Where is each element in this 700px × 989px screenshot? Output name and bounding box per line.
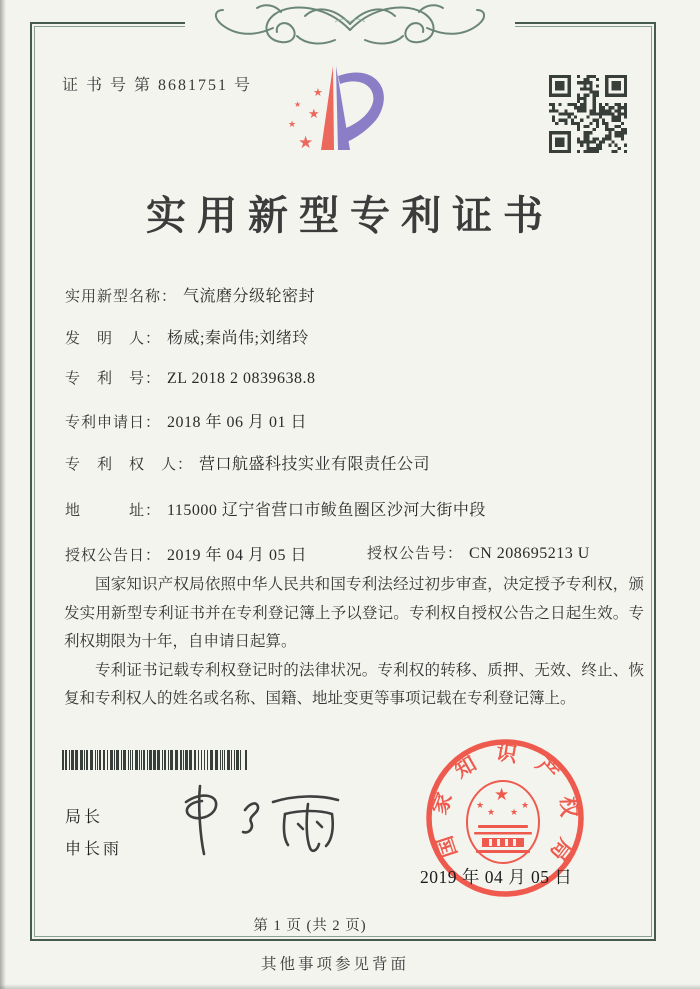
field-value: 营口航盛科技实业有限责任公司 xyxy=(199,456,431,473)
svg-text:★: ★ xyxy=(308,107,320,122)
field-label: 实用新型名称： xyxy=(65,289,178,305)
field-label: 地 址： xyxy=(65,503,162,519)
grant-number xyxy=(367,542,590,563)
field-value: ZL 2018 2 0839638.8 xyxy=(167,370,316,387)
certificate-number: 证 书 号 第 8681751 号 xyxy=(62,77,253,94)
top-ornament-icon xyxy=(185,0,515,50)
legal-paragraph: 专利证书记载专利权登记时的法律状况。专利权的转移、质押、无效、终止、恢复和专利权人的姓名或名称、国籍、地址变更等事项记载在专利登记簿上。 xyxy=(64,661,644,707)
national-emblem-icon xyxy=(467,781,539,863)
field-row xyxy=(65,409,307,432)
field-row xyxy=(65,451,430,474)
seal-text: 国家知识产权局 xyxy=(426,739,582,880)
svg-text:★: ★ xyxy=(476,801,485,811)
scan-edge-shadow-bottom xyxy=(0,984,700,989)
field-value: 气流磨分级轮密封 xyxy=(183,288,316,305)
field-row xyxy=(65,367,315,388)
field-value: 115000 辽宁省营口市鲅鱼圈区沙河大街中段 xyxy=(167,502,486,519)
page-number: 第 1 页 (共 2 页) xyxy=(253,918,367,934)
scan-edge-shadow xyxy=(0,0,6,989)
svg-text:★: ★ xyxy=(288,120,297,130)
cnipa-logo-icon xyxy=(288,62,398,162)
director-name: 申长雨 xyxy=(65,841,123,858)
legal-text xyxy=(64,571,644,714)
footer-note: 其他事项参见背面 xyxy=(260,956,410,973)
field-row xyxy=(65,497,486,520)
barcode xyxy=(62,750,248,775)
field-value: 杨威;秦尚伟;刘绪玲 xyxy=(167,330,309,347)
field-label: 专 利 权 人： xyxy=(65,457,194,473)
field-label: 发 明 人： xyxy=(65,331,162,347)
qr-code xyxy=(549,75,627,158)
svg-text:★: ★ xyxy=(294,100,302,109)
grant-number-value: CN 208695213 U xyxy=(469,545,590,562)
seal-date: 2019 年 04 月 05 日 xyxy=(420,867,573,887)
field-label: 专 利 号： xyxy=(65,371,162,387)
certificate-title: 实用新型专利证书 xyxy=(146,193,554,238)
svg-text:★: ★ xyxy=(298,133,314,153)
svg-text:★: ★ xyxy=(313,86,323,99)
director-signature xyxy=(170,780,345,865)
field-value: 2018 年 06 月 01 日 xyxy=(167,414,308,431)
grant-date-value: 2019 年 04 月 05 日 xyxy=(167,547,308,564)
svg-text:★: ★ xyxy=(487,808,496,818)
legal-paragraph: 国家知识产权局依照中华人民共和国专利法经过初步审查，决定授予专利权，颁发实用新型专利证书并在专利登记簿上予以登记。专利权自授权公告之日起生效。专利权期限为十年，自申请日起算。 xyxy=(64,576,644,650)
svg-text:★: ★ xyxy=(494,785,510,805)
field-row xyxy=(65,283,315,306)
grant-date-label: 授权公告日： xyxy=(65,548,162,564)
director-title: 局长 xyxy=(65,809,104,826)
field-label: 专利申请日： xyxy=(65,415,162,431)
field-row xyxy=(65,325,309,348)
grant-row xyxy=(65,542,590,565)
svg-text:★: ★ xyxy=(510,808,519,818)
svg-text:★: ★ xyxy=(521,801,530,811)
grant-number-label: 授权公告号： xyxy=(367,546,464,562)
